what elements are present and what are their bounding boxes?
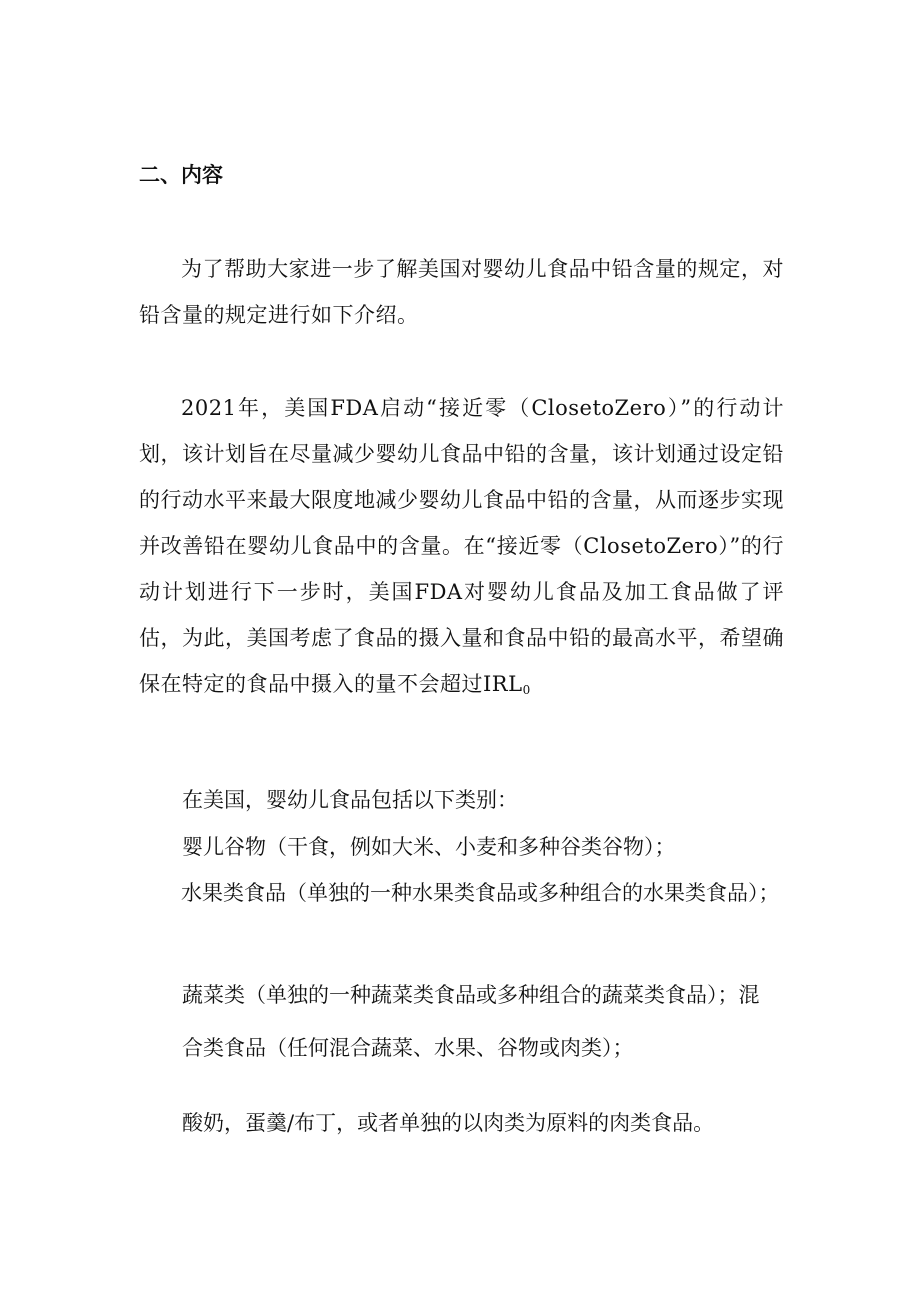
intro-paragraph: 为了帮助大家进一步了解美国对婴幼儿食品中铅含量的规定，对铅含量的规定进行如下介绍。 xyxy=(139,257,784,327)
section-heading: 二、内容 xyxy=(139,163,223,187)
category-vegetable: 蔬菜类（单独的一种蔬菜类食品或多种组合的蔬菜类食品）；混 xyxy=(182,983,760,1007)
background-subscript: 0 xyxy=(522,683,531,697)
category-mixed: 合类食品（任何混合蔬菜、水果、谷物或肉类）； xyxy=(182,1036,634,1060)
background-paragraph xyxy=(139,385,784,713)
category-yogurt: 酸奶，蛋羹/布丁，或者单独的以肉类为原料的肉类食品。 xyxy=(182,1111,715,1135)
background-text: 2021年，美国FDA启动“接近零（ClosetoZero）”的行动计划，该计划旨在尽量减少婴幼儿食品中铅的含量，该计划通过设定铅的行动水平来最大限度地减少婴幼儿食品中铅的含量，从而逐步实现并改善铅在婴幼儿食品中的含量。在“接近零（ClosetoZero）”的行动计划进行下一步时，美国FDA对婴幼儿食品及加工食品做了评估，为此，美国考虑了食品的摄入量和食品中铅的最高水平，希望确保在特定的食品中摄入的量不会超过IRL xyxy=(139,396,784,696)
categories-intro: 在美国，婴幼儿食品包括以下类别： xyxy=(182,788,518,812)
category-cereal: 婴儿谷物（干食，例如大米、小麦和多种谷类谷物）； xyxy=(182,835,676,859)
category-fruit: 水果类食品（单独的一种水果类食品或多种组合的水果类食品）； xyxy=(181,881,780,905)
